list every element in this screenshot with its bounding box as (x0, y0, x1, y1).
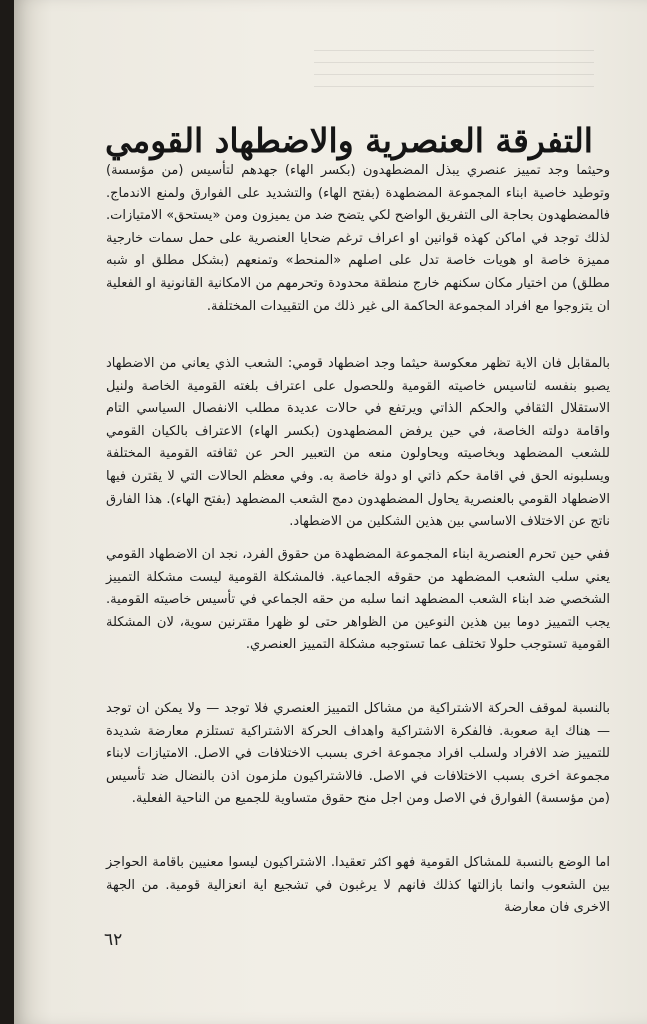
paragraph-text: ففي حين تحرم العنصرية ابناء المجموعة المضطهدة من حقوق الفرد، نجد ان الاضطهاد القومي يعني سلب الشعب المضطهد من حقوقه الجماعية. فالمشكلة القومية ليست مشكلة التمييز الشخصي ضد ابناء الشعب المضطهد انما سلبه من حقه الجماعي في تأسيس خاصيته القومية. يجب التمييز دوما بين هذين النوعين من الظواهر حتى لو ظهرا مقترنين سوية، لان المشكلة القومية تستوجب حلولا تختلف عما تستوجبه مشكلة التمييز العنصري. (106, 547, 610, 653)
bleed-through-text (314, 50, 594, 90)
paragraph-text: بالنسبة لموقف الحركة الاشتراكية من مشاكل التمييز العنصري فلا توجد — ولا يمكن ان توجد — هناك اية صعوبة. فالفكرة الاشتراكية واهداف الحركة الاشتراكية تستلزم معارضة شديدة للتمييز ضد الافراد ولسلب افراد مجموعة اخرى بسبب الاختلافات في الاصل. الامتيازات لابناء مجموعة اخرى بسبب الاختلافات في الاصل. فالاشتراكيون ملزمون اذن بالنضال ضد تأسيس (من مؤسسة) الفوارق في الاصل ومن اجل منح حقوق متساوية للجميع من الناحية الفعلية. (106, 701, 610, 807)
paragraph-3 (106, 544, 610, 657)
paragraph-1 (106, 160, 610, 318)
paragraph-text: بالمقابل فان الاية تظهر معكوسة حيثما وجد اضطهاد قومي: الشعب الذي يعاني من الاضطهاد يصبو بنفسه لتاسيس خاصيته القومية وللحصول على اعتراف بلغته القومية الخاصة ولنيل الاستقلال الثقافي والحكم الذاتي ويرتفع في حالات عديدة مطلب الانفصال السياسي التام واقامة دولته الخاصة، في حين يرفض المضطهدون (بكسر الهاء) الاعتراف بالكيان القومي للشعب المضطهد وبخاصيته ويحاولون منعه من التعبير الحر عن ثقافته القومية المختلفة ويسلبونه الحق في اقامة حكم ذاتي او دولة خاصة به. وفي معظم الحالات التي لا يقترن فيها الاضطهاد القومي بالعنصرية يحاول المضطهدون دمج الشعب المضطهد (بفتح الهاء). هذا الفارق ناتج عن الاختلاف الاساسي بين هذين الشكلين من الاضطهاد. (106, 356, 610, 530)
paragraph-text: اما الوضع بالنسبة للمشاكل القومية فهو اكثر تعقيدا. الاشتراكيون ليسوا معنيين باقامة الحواجز بين الشعوب وانما بازالتها كذلك فانهم لا يرغبون في تشجيع اية انعزالية قومية. من الجهة الاخرى فان معارضة (106, 855, 610, 916)
chapter-title (94, 119, 604, 163)
paragraph-5 (106, 852, 610, 920)
book-page (14, 0, 647, 1024)
paragraph-2 (106, 353, 610, 534)
paragraph-text: وحيثما وجد تمييز عنصري يبذل المضطهدون (بكسر الهاء) جهدهم لتأسيس (من مؤسسة) وتوطيد خاصية ابناء المجموعة المضطهدة (بفتح الهاء) والتشديد على الفوارق ولمنع الاندماج. فالمضطهدون بحاجة الى التفريق الواضح لكي يتضح ضد من يميزون ومن «يستحق» الامتيازات. لذلك توجد في اماكن كهذه قوانين او اعراف ترغم ضحايا العنصرية على حمل سمات خارجية مميزة خاصة او هويات خاصة تدل على اصلهم «المنحط» وتمنعهم (بشكل مطلق او شبه مطلق) من اختيار مكان سكنهم خارج منطقة محدودة وتحرمهم من الامكانية القانونية او الفعلية ان يتزوجوا مع افراد المجموعة الحاكمة الى غير ذلك من التقييدات المختلفة. (106, 163, 610, 314)
paragraph-4 (106, 698, 610, 811)
page-number: ٦٢ (104, 930, 123, 950)
chapter-title-text: التفرقة العنصرية والاضطهاد القومي (105, 121, 593, 161)
